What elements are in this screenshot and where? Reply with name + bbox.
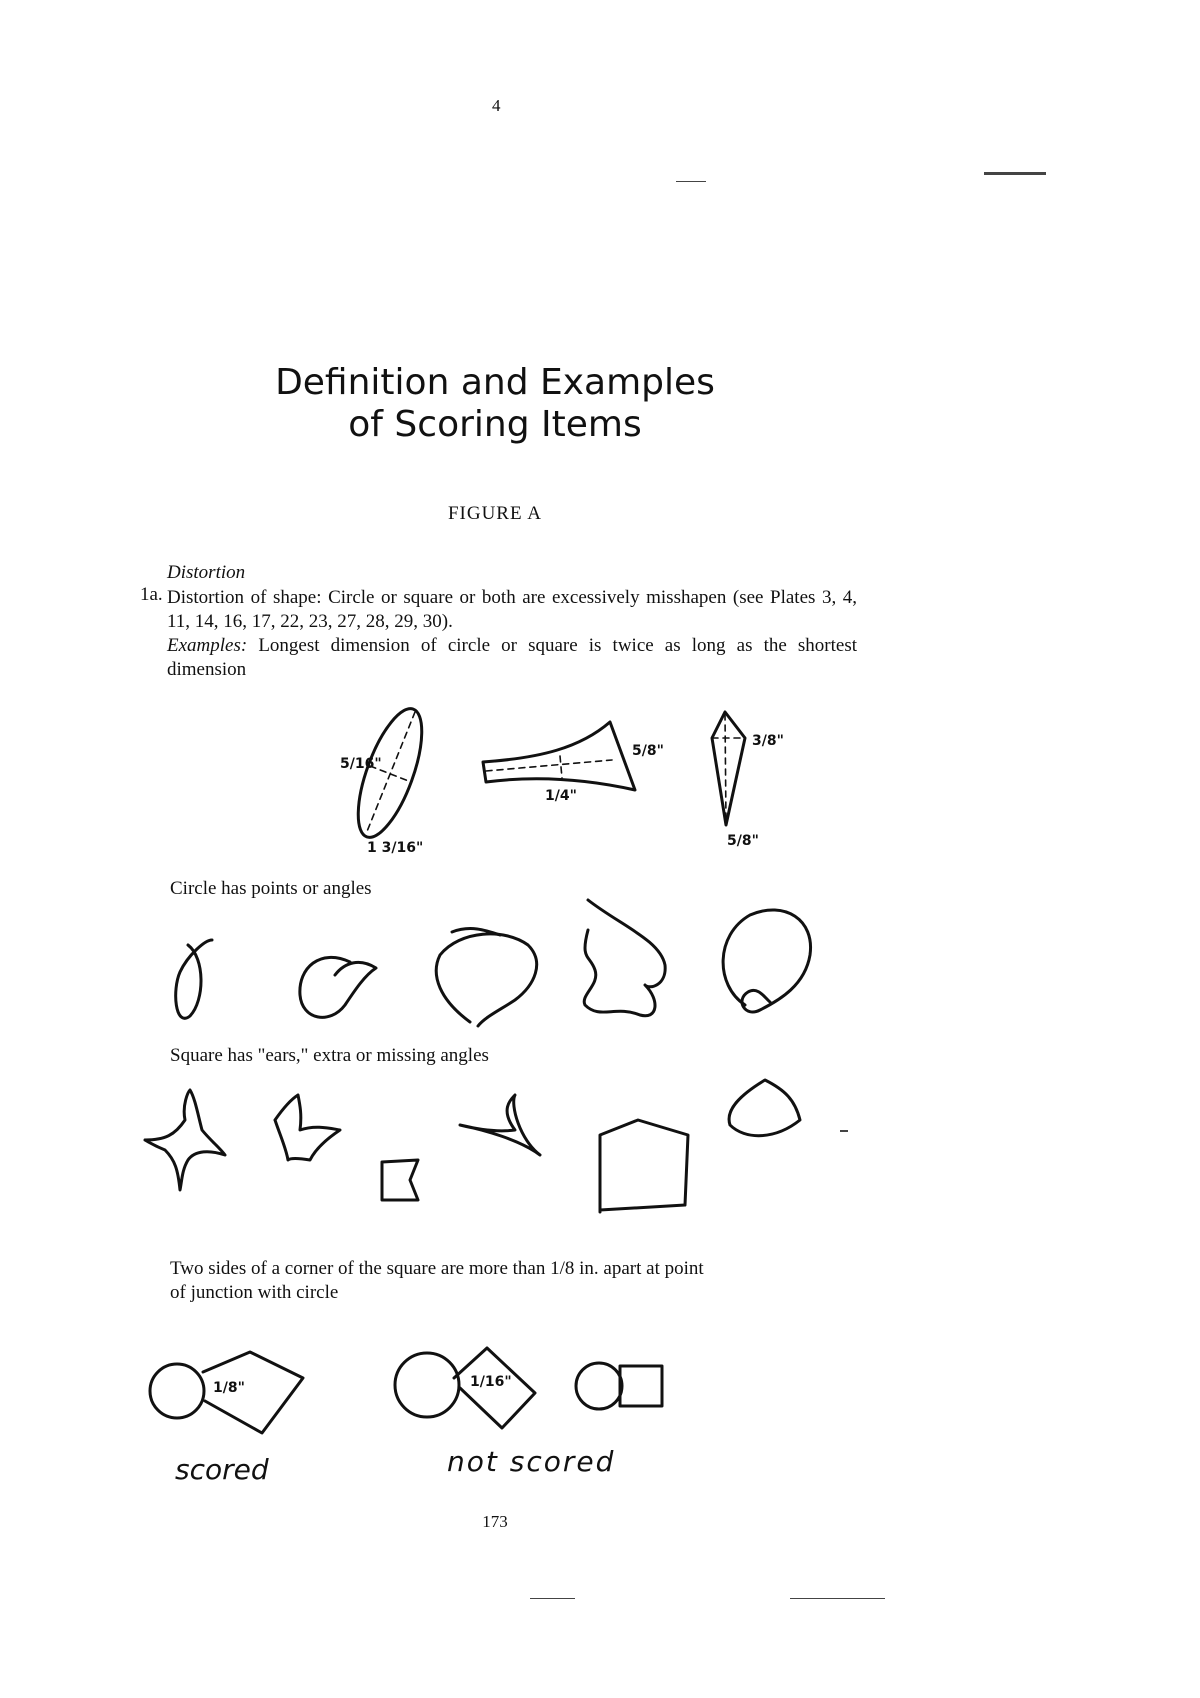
examples-label: Examples: bbox=[167, 635, 248, 656]
title-line-1: Definition and Examples bbox=[275, 362, 715, 403]
handwritten-not-scored: not scored bbox=[447, 1445, 616, 1478]
kite-bottom-measure: 5/8" bbox=[727, 833, 759, 849]
item-main-text: Distortion of shape: Circle or square or both are excessively misshapen (see Plates 3, 4, 11, 14, 16, 17, 22, 23, 27, 28, 29, 30). bbox=[167, 587, 857, 632]
item-number: 1a. bbox=[140, 584, 163, 605]
page-number-bottom: 173 bbox=[482, 1512, 508, 1531]
page-number-top: 4 bbox=[492, 96, 501, 115]
scan-speck bbox=[530, 1598, 575, 1599]
trumpet-right-measure: 5/8" bbox=[632, 743, 664, 759]
circle-with-points-examples bbox=[176, 900, 811, 1026]
scan-speck bbox=[840, 1130, 848, 1132]
caption-junction-line-1: Two sides of a corner of the square are more than 1/8 in. apart at point bbox=[170, 1258, 704, 1279]
square-with-ears-examples bbox=[145, 1080, 800, 1212]
title-line-2: of Scoring Items bbox=[348, 404, 642, 445]
caption-junction bbox=[170, 1257, 870, 1305]
ellipse-long-measure: 1 3/16" bbox=[367, 840, 424, 856]
figure-label: FIGURE A bbox=[447, 503, 543, 524]
caption-junction-line-2: of junction with circle bbox=[170, 1282, 339, 1303]
scan-speck bbox=[676, 181, 706, 182]
section-heading: Distortion bbox=[167, 562, 246, 583]
junction-not-scored-measure: 1/16" bbox=[470, 1374, 512, 1390]
trumpet-bottom-measure: 1/4" bbox=[545, 788, 577, 804]
elongated-ellipse-example bbox=[340, 701, 435, 856]
scan-speck bbox=[790, 1598, 885, 1599]
junction-scored-example bbox=[150, 1352, 303, 1433]
examples-text: Longest dimension of circle or square is twice as long as the shortest dimension bbox=[167, 635, 857, 680]
ellipse-short-measure: 5/16" bbox=[340, 756, 382, 772]
kite-square-example bbox=[712, 712, 784, 849]
junction-scored-measure: 1/8" bbox=[213, 1380, 245, 1396]
caption-circle-points: Circle has points or angles bbox=[170, 878, 372, 899]
scan-mark-rule bbox=[984, 172, 1046, 175]
caption-square-ears: Square has "ears," extra or missing angles bbox=[170, 1045, 489, 1066]
handwritten-scored: scored bbox=[175, 1453, 269, 1486]
trumpet-square-example bbox=[483, 722, 664, 804]
kite-right-measure: 3/8" bbox=[752, 733, 784, 749]
junction-not-scored-examples bbox=[395, 1348, 662, 1428]
